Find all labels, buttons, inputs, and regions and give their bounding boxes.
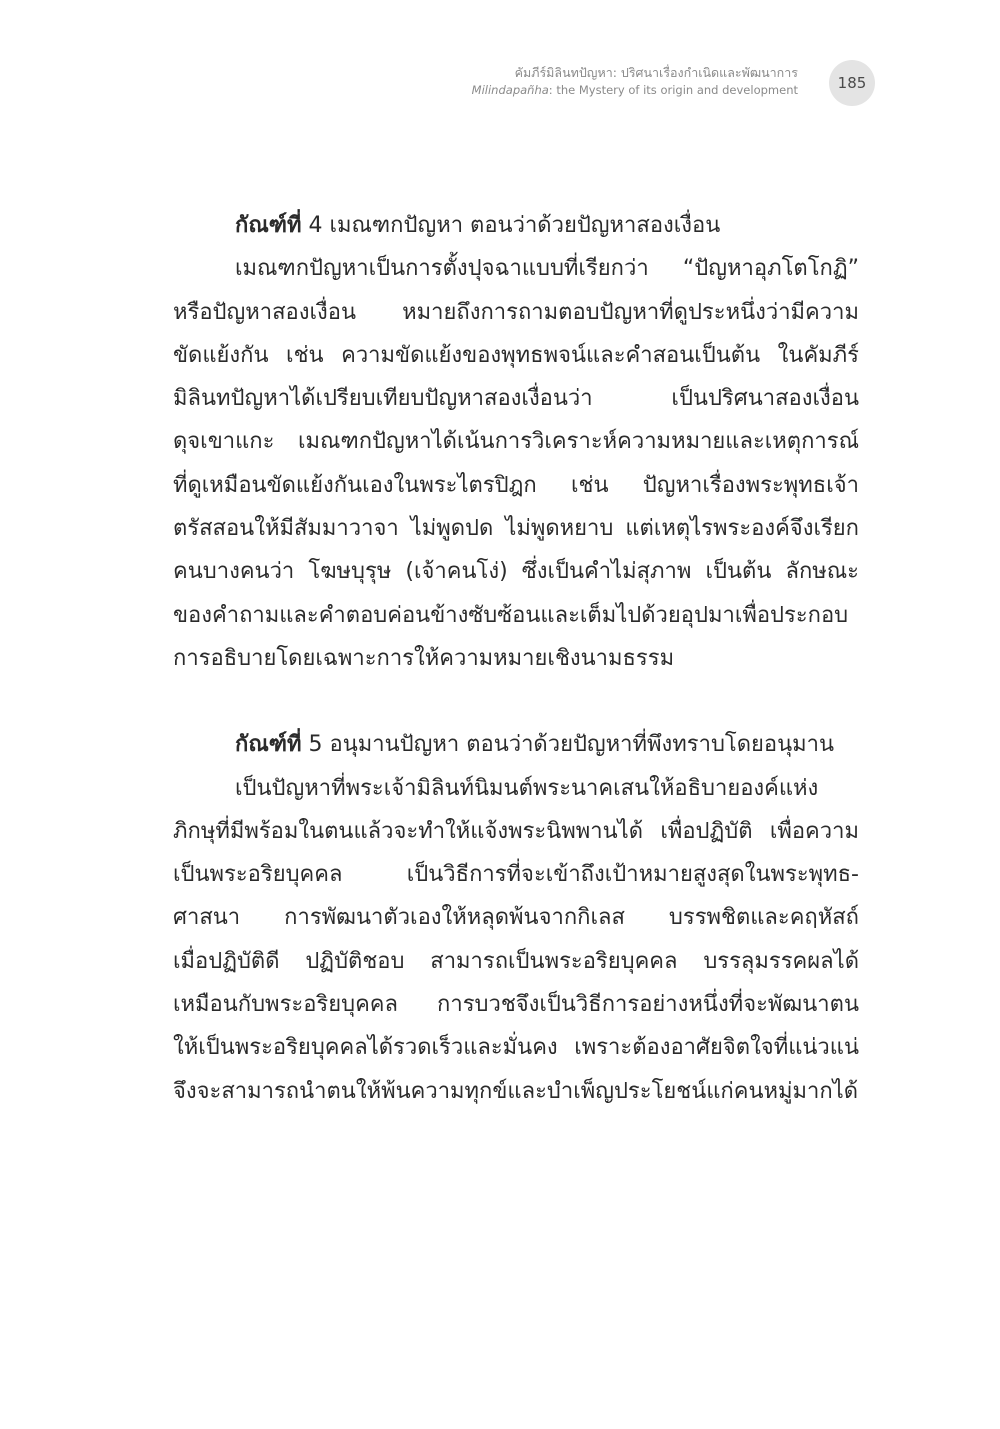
paragraph-line: จึงจะสามารถนำตนให้พ้นความทุกข์และบำเพ็ญประโยชน์แก่คนหมู่มากได้ (173, 1078, 859, 1104)
page-number: 185 (837, 74, 867, 92)
paragraph-line: ที่ดูเหมือนขัดแย้งกันเองในพระไตรปิฎก เช่น ปัญหาเรื่องพระพุทธเจ้า (173, 472, 859, 498)
section-kan-5 (173, 723, 859, 1113)
page-number-badge (829, 60, 875, 106)
paragraph-line: ตรัสสอนให้มีสัมมาวาจา ไม่พูดปด ไม่พูดหยาบ แต่เหตุไรพระองค์จึงเรียก (173, 516, 859, 542)
paragraph-line: เป็นพระอริยบุคคล เป็นวิธีการที่จะเข้าถึงเป้าหมายสูงสุดในพระพุทธ- (173, 862, 859, 888)
running-header (472, 66, 798, 98)
paragraph-line: ของคำถามและคำตอบค่อนข้างซับซ้อนและเต็มไปด้วยอุปมาเพื่อประกอบ (173, 602, 849, 628)
paragraph-line: การอธิบายโดยเฉพาะการให้ความหมายเชิงนามธรรม (173, 645, 675, 671)
paragraph-line: หรือปัญหาสองเงื่อน หมายถึงการถามตอบปัญหาที่ดูประหนึ่งว่ามีความ (173, 299, 859, 325)
header-title-english-italic: Milindapañha (471, 83, 549, 98)
paragraph-line: ดุจเขาแกะ เมณฑกปัญหาได้เน้นการวิเคราะห์ความหมายและเหตุการณ์ (173, 429, 859, 455)
header-title-english (472, 84, 798, 97)
header-title-english-rest: : the Mystery of its origin and development (548, 83, 798, 98)
paragraph-line: ให้เป็นพระอริยบุคคลได้รวดเร็วและมั่นคง เพราะต้องอาศัยจิตใจที่แน่วแน่ (173, 1035, 859, 1061)
section-heading-text: 4 เมณฑกปัญหา ตอนว่าด้วยปัญหาสองเงื่อน (301, 213, 721, 238)
header-title-thai: คัมภีร์มิลินทปัญหา: ปริศนาเรื่องกำเนิดและพัฒนาการ (514, 65, 798, 80)
section-heading (173, 204, 859, 247)
section-label: กัณฑ์ที่ (235, 732, 302, 758)
paragraph-line: เหมือนกับพระอริยบุคคล การบวชจึงเป็นวิธีการอย่างหนึ่งที่จะพัฒนาตน (173, 992, 859, 1018)
section-label: กัณฑ์ที่ (235, 213, 302, 238)
section-kan-4 (173, 204, 859, 680)
paragraph-line: มิลินทปัญหาได้เปรียบเทียบปัญหาสองเงื่อนว่า เป็นปริศนาสองเงื่อน (173, 386, 859, 412)
paragraph-line: เมณฑกปัญหาเป็นการตั้งปุจฉาแบบที่เรียกว่า “ปัญหาอุภโตโกฏิ” (235, 256, 859, 282)
paragraph-line: เมื่อปฏิบัติดี ปฏิบัติชอบ สามารถเป็นพระอริยบุคคล บรรลุมรรคผลได้ (173, 948, 859, 974)
paragraph-line: คนบางคนว่า โฆษบุรุษ (เจ้าคนโง่) ซึ่งเป็นคำไม่สุภาพ เป็นต้น ลักษณะ (173, 559, 859, 585)
paragraph-line: ภิกษุที่มีพร้อมในตนแล้วจะทำให้แจ้งพระนิพพานได้ เพื่อปฏิบัติ เพื่อความ (173, 818, 859, 844)
paragraph-line: ศาสนา การพัฒนาตัวเองให้หลุดพ้นจากกิเลส บรรพชิตและคฤหัสถ์ (173, 905, 859, 931)
section-heading-text: 5 อนุมานปัญหา ตอนว่าด้วยปัญหาที่พึงทราบโดยอนุมาน (301, 732, 835, 758)
paragraph-line: เป็นปัญหาที่พระเจ้ามิลินท์นิมนต์พระนาคเสนให้อธิบายองค์แห่ง (235, 775, 819, 801)
paragraph-line: ขัดแย้งกัน เช่น ความขัดแย้งของพุทธพจน์และคำสอนเป็นต้น ในคัมภีร์ (173, 342, 859, 368)
section-heading (173, 723, 859, 766)
body-text (173, 204, 859, 1113)
